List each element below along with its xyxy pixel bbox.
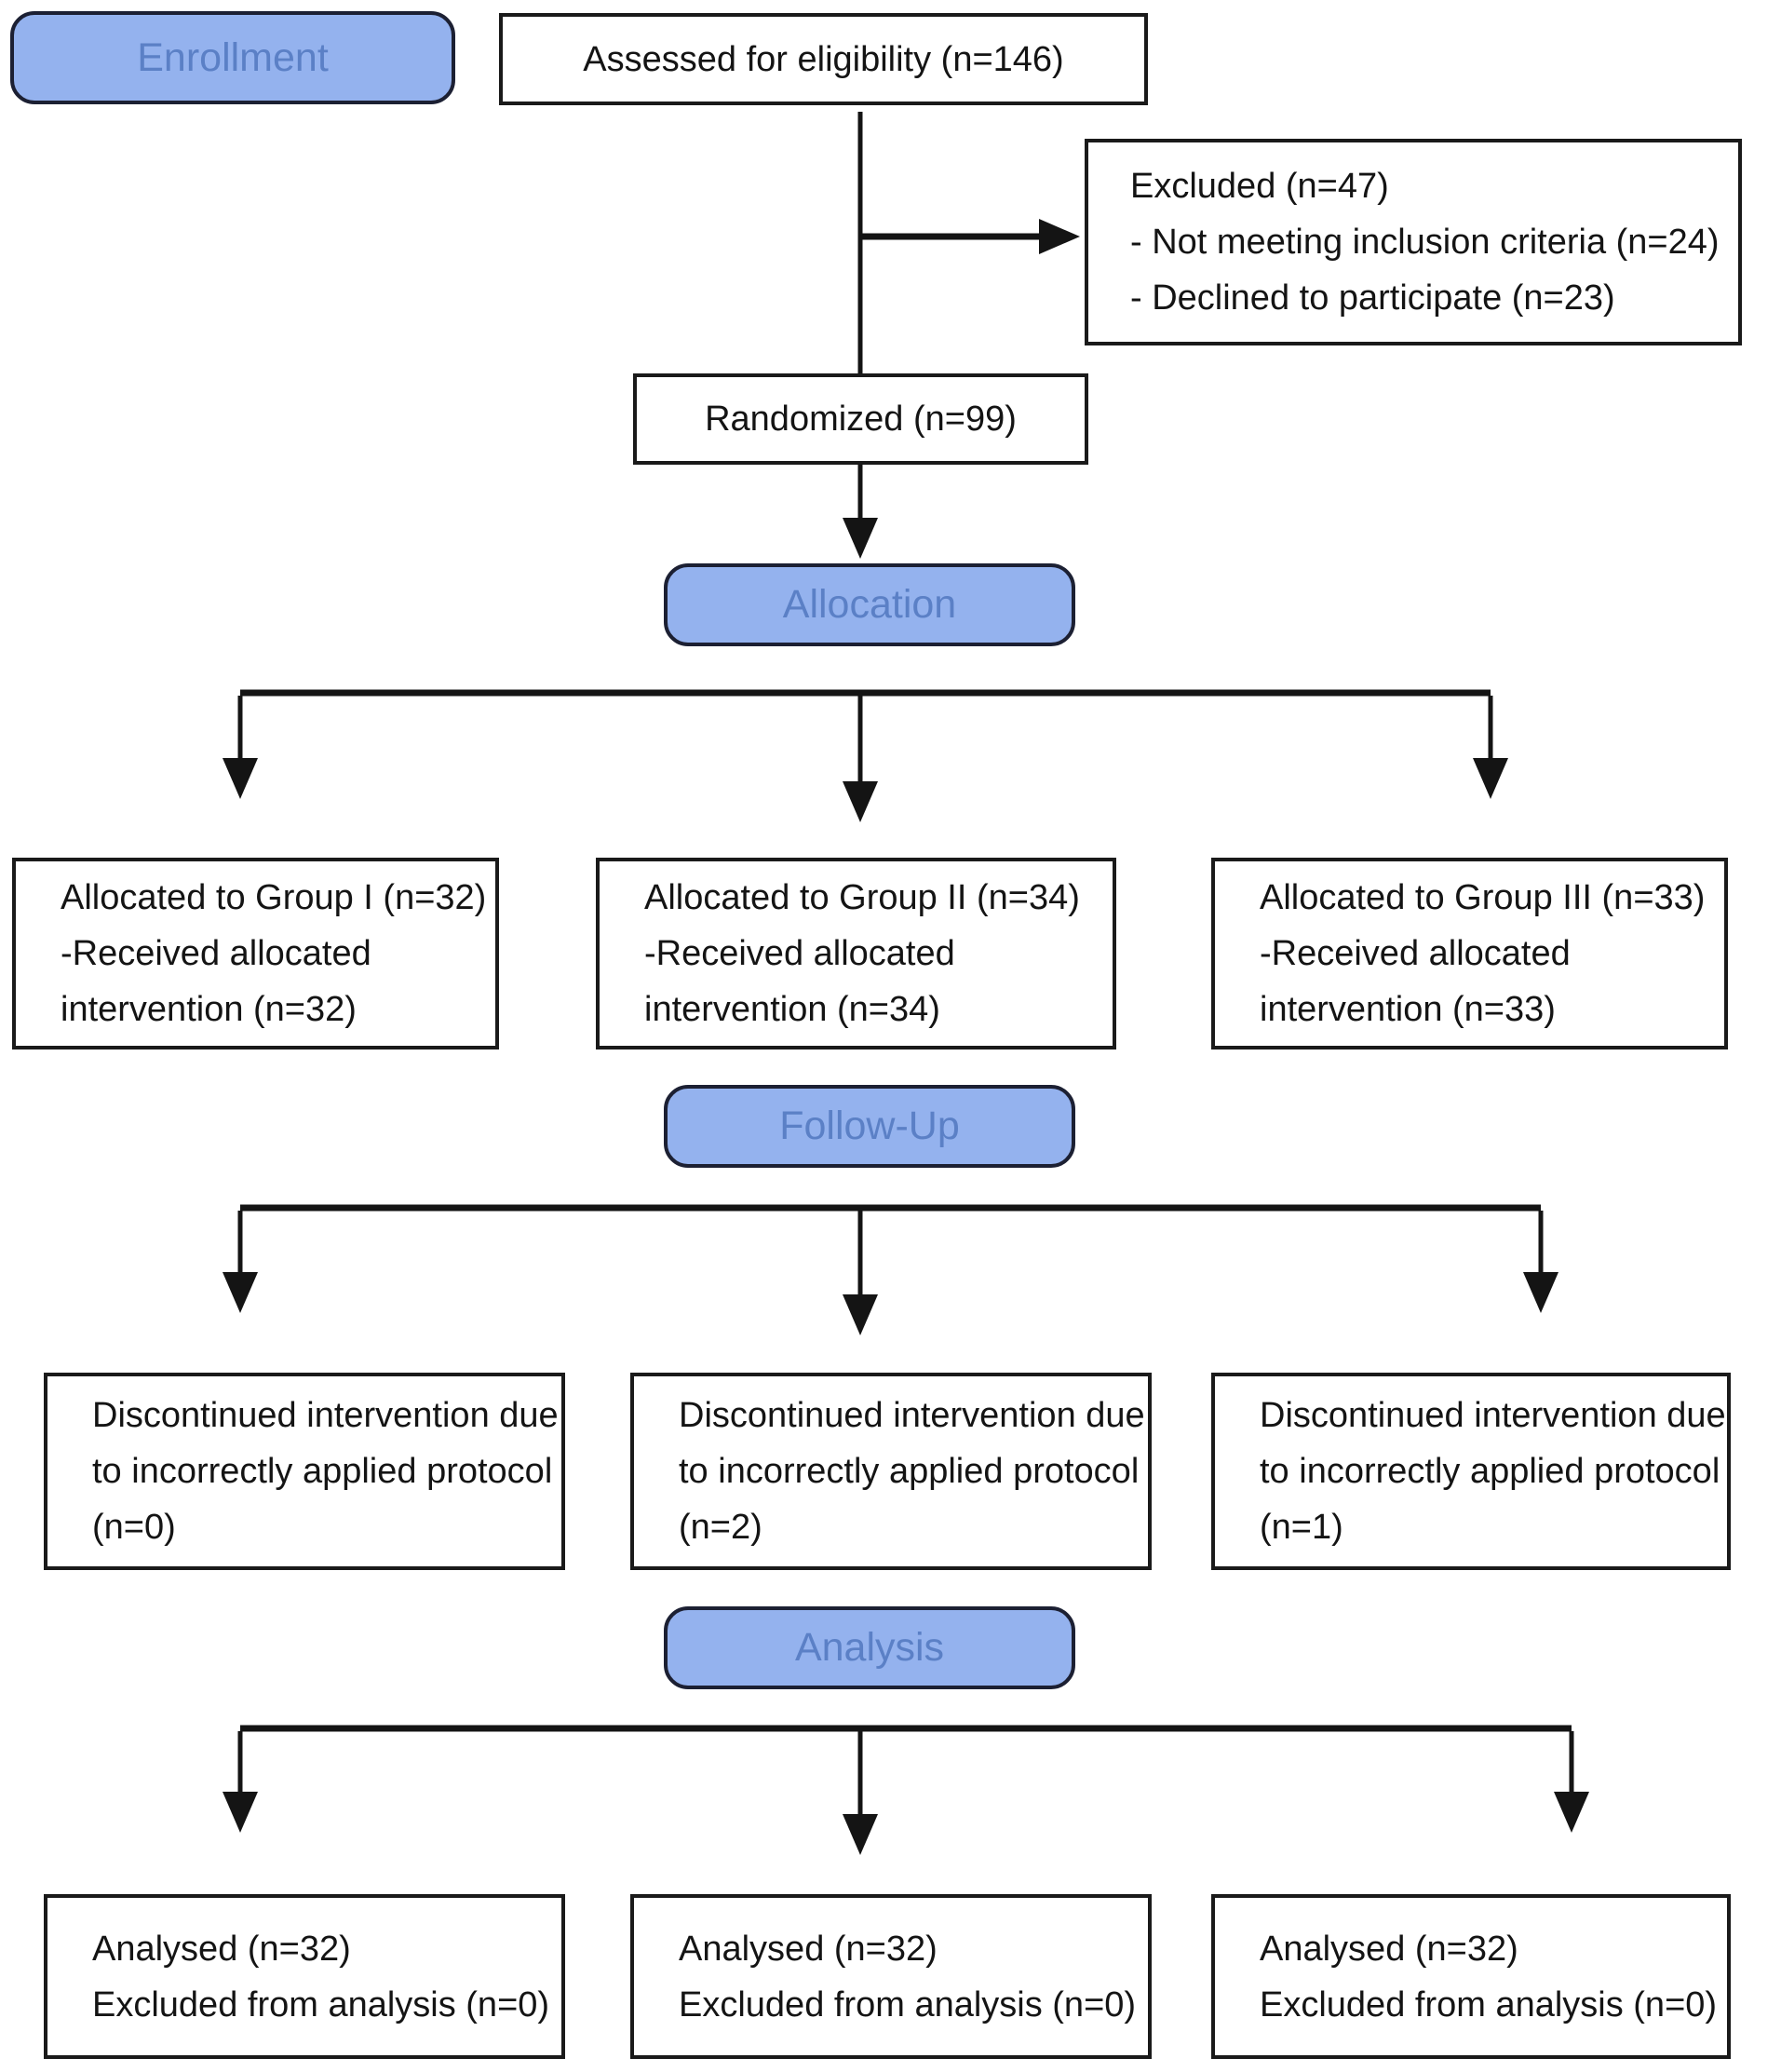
box-text: Excluded from analysis (n=0) xyxy=(679,1984,1137,2025)
box-text: Analysed (n=32) xyxy=(1260,1929,1518,1969)
box-text: (n=0) xyxy=(92,1508,176,1547)
box-text: Excluded (n=47) xyxy=(1130,167,1389,206)
box-text: Excluded from analysis (n=0) xyxy=(1260,1984,1718,2025)
box-text: Allocated to Group III (n=33) xyxy=(1260,878,1706,917)
box-text: Assessed for eligibility (n=146) xyxy=(583,39,1064,79)
box-text: -Received allocated xyxy=(61,934,371,973)
box-analysed-group-1 xyxy=(44,1894,565,2059)
stage-pill-allocation xyxy=(664,563,1075,646)
stage-label: Enrollment xyxy=(137,34,329,80)
box-assessed-eligibility xyxy=(499,13,1148,105)
box-text: -Received allocated xyxy=(644,934,955,973)
box-text: -Received allocated xyxy=(1260,934,1571,973)
randomized-down-arrow xyxy=(843,465,878,559)
excluded-branch-arrow xyxy=(860,219,1080,254)
box-allocated-group-2 xyxy=(596,858,1116,1050)
allocation-branch-arrows xyxy=(223,693,1508,822)
box-text: Allocated to Group II (n=34) xyxy=(644,878,1080,917)
analysis-branch-arrows xyxy=(223,1728,1589,1855)
box-excluded xyxy=(1085,139,1742,345)
box-text: Discontinued intervention due xyxy=(679,1396,1145,1435)
box-text: Analysed (n=32) xyxy=(679,1929,938,1969)
box-allocated-group-3 xyxy=(1211,858,1728,1050)
box-discontinued-group-3 xyxy=(1211,1373,1731,1570)
box-text: intervention (n=33) xyxy=(1260,990,1556,1029)
box-text: to incorrectly applied protocol xyxy=(679,1452,1140,1491)
box-text: to incorrectly applied protocol xyxy=(1260,1452,1720,1491)
box-text: Discontinued intervention due xyxy=(1260,1396,1726,1435)
box-randomized xyxy=(633,373,1088,465)
box-text: Allocated to Group I (n=32) xyxy=(61,878,487,917)
box-analysed-group-2 xyxy=(630,1894,1152,2059)
stage-label: Allocation xyxy=(782,582,957,627)
box-analysed-group-3 xyxy=(1211,1894,1731,2059)
stage-label: Follow-Up xyxy=(779,1104,960,1148)
stage-pill-follow-up xyxy=(664,1085,1075,1168)
box-text: intervention (n=32) xyxy=(61,990,357,1029)
box-discontinued-group-2 xyxy=(630,1373,1152,1570)
box-allocated-group-1 xyxy=(12,858,499,1050)
box-text: (n=2) xyxy=(679,1508,762,1547)
box-text: to incorrectly applied protocol xyxy=(92,1452,553,1491)
followup-branch-arrows xyxy=(223,1208,1558,1335)
box-text: - Not meeting inclusion criteria (n=24) xyxy=(1130,223,1720,262)
box-text: (n=1) xyxy=(1260,1508,1343,1547)
box-text: Analysed (n=32) xyxy=(92,1929,351,1969)
box-discontinued-group-1 xyxy=(44,1373,565,1570)
box-text: - Declined to participate (n=23) xyxy=(1130,278,1615,318)
stage-pill-analysis xyxy=(664,1606,1075,1689)
stage-pill-enrollment xyxy=(10,11,455,104)
box-text: intervention (n=34) xyxy=(644,990,940,1029)
box-text: Discontinued intervention due xyxy=(92,1396,559,1435)
stage-label: Analysis xyxy=(794,1625,945,1670)
box-text: Randomized (n=99) xyxy=(705,400,1017,439)
box-text: Excluded from analysis (n=0) xyxy=(92,1984,550,2025)
